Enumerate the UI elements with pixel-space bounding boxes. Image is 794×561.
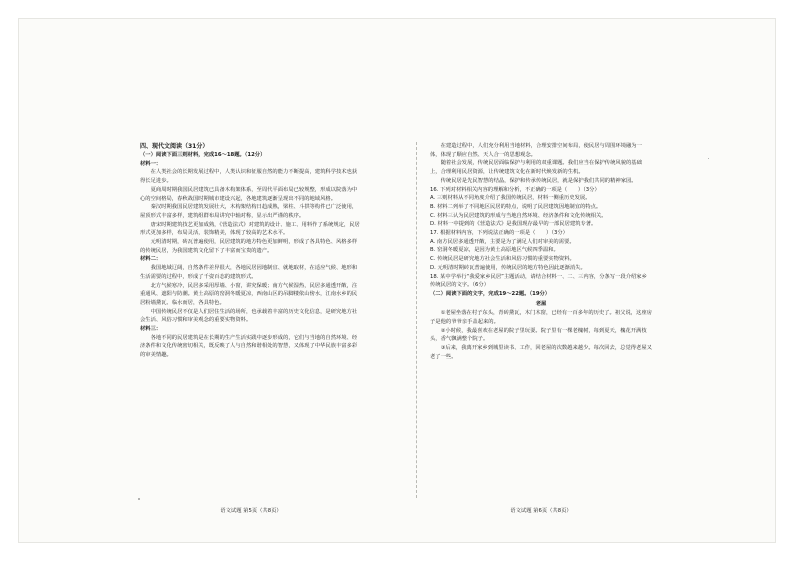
continuation-paragraph: 随着社会发展，传统民居面临保护与利用的双重课题。我们应当在保护传统风貌的基础上，合理利用民居资源，让传统建筑文化在新时代焕发新的生机。 (430, 160, 642, 176)
left-page-footer: 语文试题 第5页（共8页） (220, 508, 282, 514)
part-two-heading: （二）阅读下面的文字，完成19～22题。（19分） (430, 290, 551, 297)
material-1-paragraph: 元明清时期，砖瓦普遍使用，民居建筑的地方特色更加鲜明，形成了各具特色、风格多样的传统民居，为我国建筑文化留下了丰富而宝贵的遗产。 (140, 239, 358, 254)
continuation-paragraph: 在建造过程中，人们充分利用当地材料，合理安排空间布局，使民居与周围环境融为一体，体现了顺应自然、天人合一的思想观念。 (430, 143, 642, 158)
material-2-paragraph: 中国传统民居不仅是人们居住生活的场所，也承载着丰富的历史文化信息，是研究地方社会生活、风俗习惯和审美观念的重要实物资料。 (140, 308, 358, 324)
material-2-paragraph: 我国地域辽阔，自然条件差异很大，各地民居因地制宜、就地取材，在适应气候、地形和生活需要的过程中，形成了千姿百态的建筑形式。 (140, 265, 358, 280)
question-16: 16. 下列对材料相关内容的理解和分析，不正确的一项是（ ）（3分） (430, 186, 600, 193)
material-1-paragraph: 唐宋时期建筑技艺更加成熟，《营造法式》对建筑的设计、施工、用料作了系统规定，民居形式更加多样，布局灵活，装饰精美，体现了较高的艺术水平。 (140, 221, 360, 237)
material-2-label: 材料二： (140, 256, 162, 263)
option-d: D. 元明清时期砖瓦普遍使用，传统民居的地方特色因此逐渐消失。 (430, 264, 586, 271)
scan-speck (708, 158, 709, 159)
story-title: 老屋 (535, 300, 547, 307)
material-3-paragraph: 各地不同的民居建筑是在长期的生产生活实践中逐步形成的，它们与当地的自然环境、经济条件和文化传统密切相关，既反映了人与自然和谐相处的智慧，又体现了中华民族丰富多彩的审美情趣。 (140, 334, 358, 359)
option-d: D. 材料一中提到的《营造法式》是我国现存最早的一部民居建筑专著。 (430, 221, 597, 228)
material-3-label: 材料三： (140, 326, 162, 333)
part-one-heading: （一）阅读下面三则材料，完成16～18题。（12分） (140, 152, 266, 158)
material-1-paragraph: 秦汉时期我国民居建筑发展壮大，木构架结构日趋成熟，梁柱、斗拱等构件已广泛使用，屋顶形式丰富多样，建筑组群布局讲究中轴对称，显示出严谨的秩序。 (140, 204, 358, 219)
material-1-paragraph: 夏商周时期我国民居建筑已具备木构架体系，至周代平面布局已较规整，形成以院落为中心的空间格局，春秋战国时期城市建设兴起，各地建筑逐渐呈现出不同的地域风格。 (140, 186, 358, 202)
question-17: 17. 根据材料内容，下列说法正确的一项是（ ）（3分） (430, 230, 568, 237)
scan-speck (138, 498, 140, 500)
material-1-paragraph: 在人类社会的长期发展过程中，人类认识和征服自然的能力不断提高，建筑科学技术也获得长足进步。 (140, 169, 358, 185)
right-page (430, 142, 652, 498)
option-c: C. 传统民居是研究地方社会生活和风俗习惯的重要实物资料。 (430, 256, 575, 263)
option-b: B. 窑洞冬暖夏凉，是因为黄土高原地区气候四季温和。 (430, 247, 559, 254)
story-paragraph: ②小时候，我最喜欢在老屋的院子里玩耍。院子里有一棵老槐树，每到夏天，槐花开满枝头，香气飘满整个院子。 (430, 327, 647, 343)
option-a: A. 三则材料从不同角度介绍了我国传统民居，材料一侧重历史发展。 (430, 195, 591, 202)
story-paragraph: ③后来，我离开家乡到城里读书、工作，回老屋的次数越来越少。每次回去，总觉得老屋又老了一些。 (430, 345, 652, 360)
left-page (140, 142, 362, 498)
option-c: C. 材料三认为民居建筑的形成与当地自然环境、经济条件和文化传统相关。 (430, 212, 607, 219)
material-1-label: 材料一： (140, 160, 162, 167)
section-heading: 四、现代文阅读（31分） (140, 143, 209, 150)
material-2-paragraph: 北方气候寒冷，民居多采用厚墙、小窗，讲究保暖；南方气候湿热，民居多通透开敞，注重通风、遮阳与防潮。黄土高原的窑洞冬暖夏凉，西南山区的吊脚楼依山傍水，江南水乡的民居粉墙黛瓦、临水而居，各具特色。 (140, 282, 358, 306)
question-18: 18. 某中学举行“我爱家乡民居”主题活动，请结合材料一、二、三内容，分条写一段介绍家乡传统民居的文字。（6分） (430, 273, 647, 289)
continuation-paragraph: 传统民居是先民智慧的结晶，保护和传承传统民居，就是保护我们共同的精神家园。 (440, 177, 637, 184)
right-page-footer: 语文试题 第6页（共8页） (510, 508, 572, 514)
story-paragraph: ①老屋坐落在村子东头，青砖黛瓦，木门木窗，已经有一百多年的历史了。祖父说，这座房子是他的爷爷亲手盖起来的。 (430, 310, 652, 326)
scanned-sheet (18, 18, 776, 543)
option-a: A. 南方民居多通透开敞，主要是为了满足人们对审美的需要。 (430, 238, 575, 245)
page-divider (416, 142, 417, 498)
option-b: B. 材料二列举了不同地区民居的特点，说明了民居建筑因地制宜的特点。 (430, 203, 602, 210)
